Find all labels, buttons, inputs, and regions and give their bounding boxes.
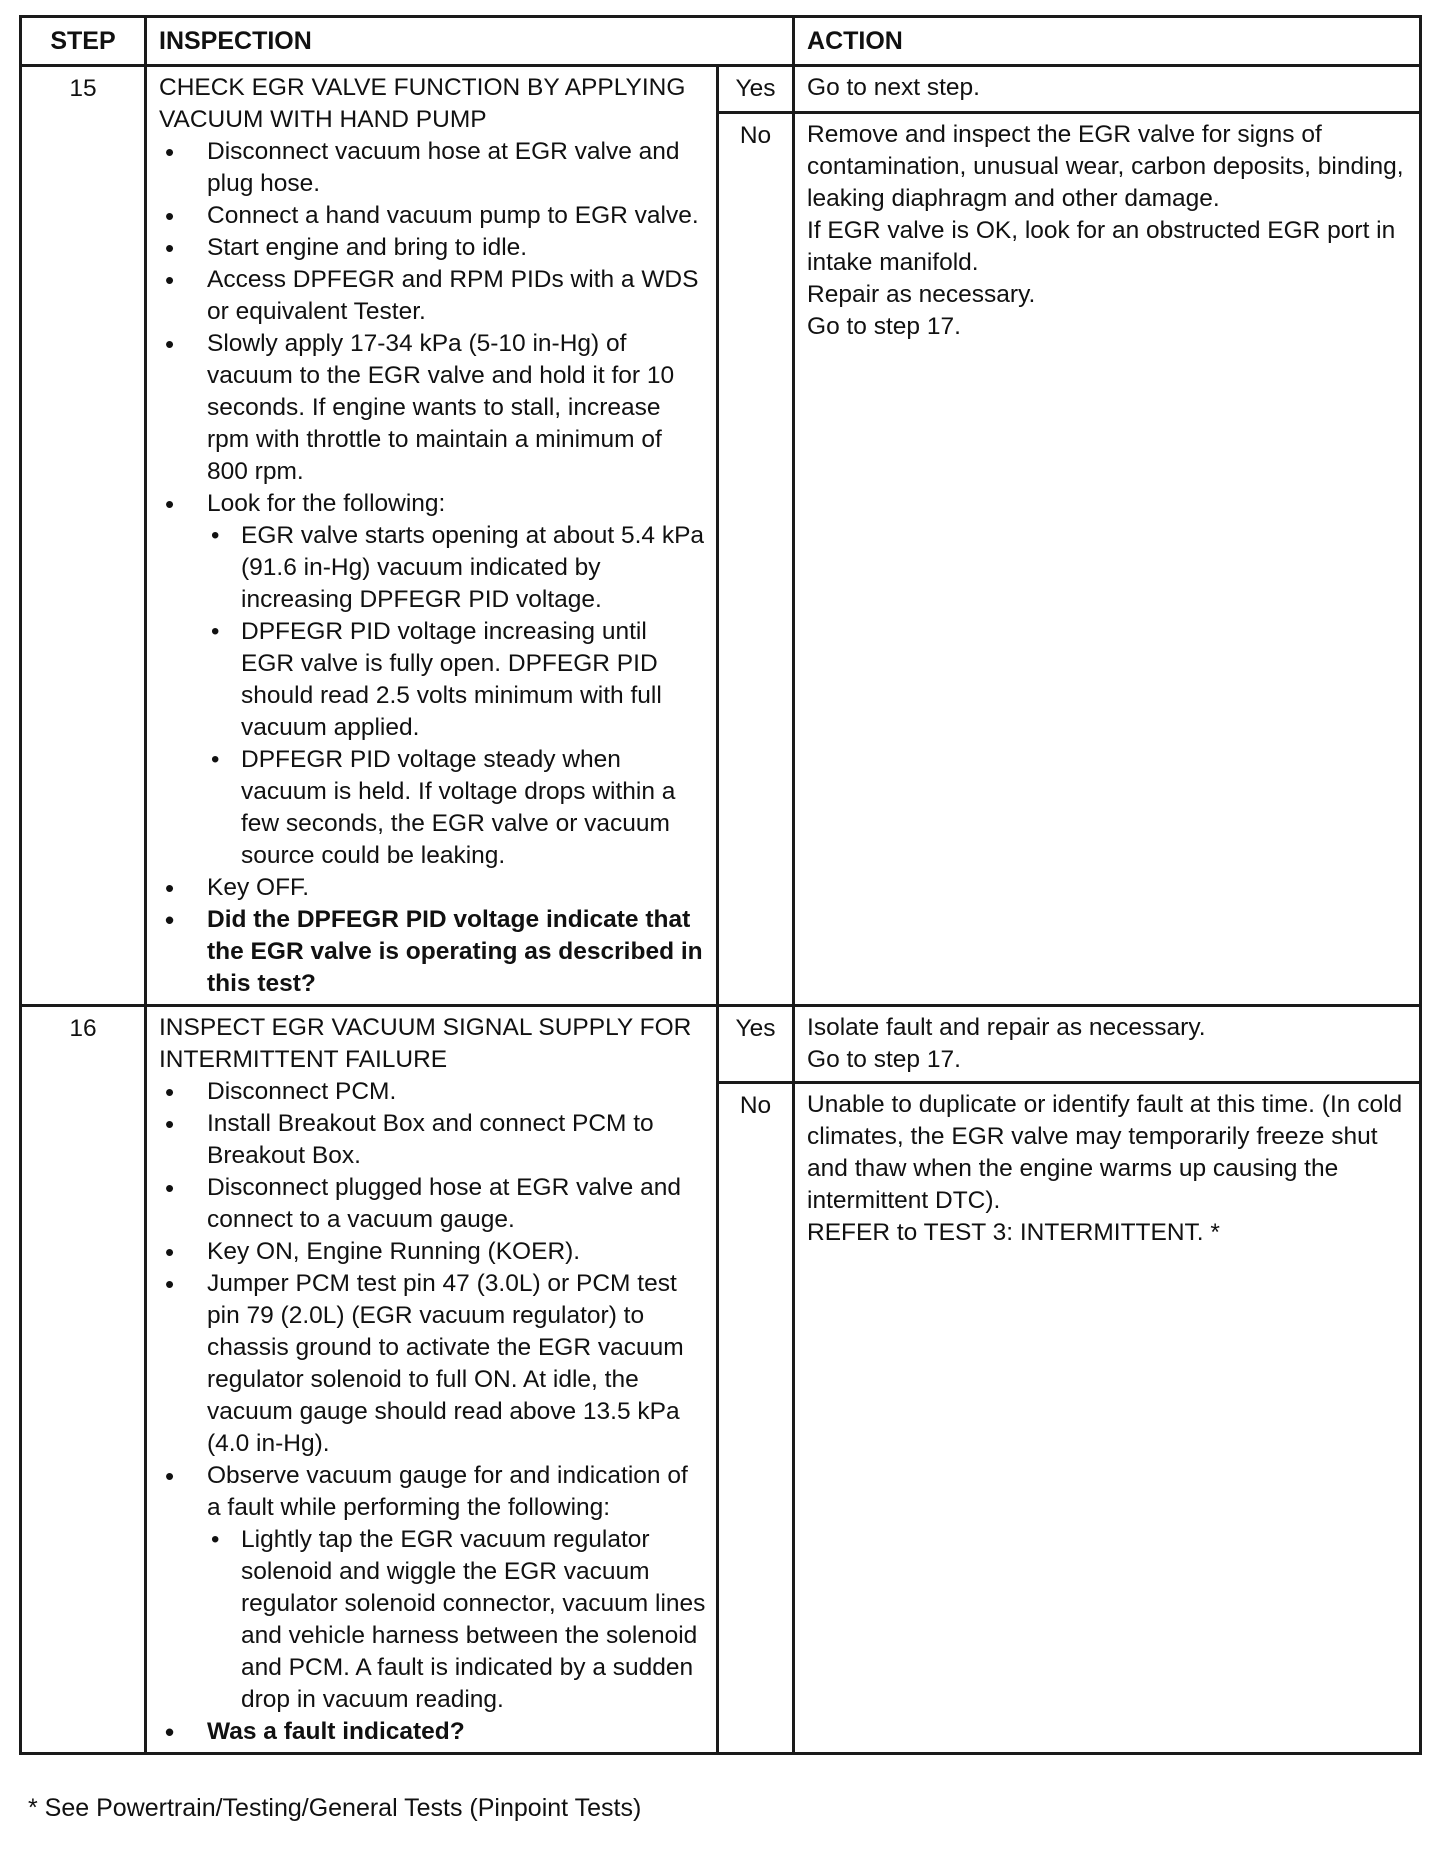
sub-list — [207, 1524, 706, 1716]
yes-action: Go to next step. — [794, 66, 1421, 113]
inspection-header: INSPECTION — [146, 17, 794, 66]
list-item — [159, 1460, 706, 1716]
sub-list-item: • EGR valve starts opening at about 5.4 kPa (91.6 in-Hg) vacuum indicated by increasing DPFEGR PID voltage. — [207, 520, 706, 616]
list-item-text: Observe vacuum gauge for and indication of a fault while performing the following: — [207, 1462, 688, 1521]
list-item: • Install Breakout Box and connect PCM to Breakout Box. — [159, 1108, 706, 1172]
yes-label: Yes — [718, 1006, 794, 1083]
sub-list-item: • Lightly tap the EGR vacuum regulator solenoid and wiggle the EGR vacuum regulator solenoid connector, vacuum lines and vehicle harness between the solenoid and PCM. A fault is indicated by a sudden drop in vacuum reading. — [207, 1524, 706, 1716]
no-action: Remove and inspect the EGR valve for signs of contamination, unusual wear, carbon deposits, binding, leaking diaphragm and other damage. If EGR valve is OK, look for an obstructed EGR port in intake manifold. Repair as necessary. Go to step 17. — [794, 113, 1421, 1006]
inspection-cell — [146, 1006, 718, 1754]
action-header: ACTION — [794, 17, 1421, 66]
list-item: • Start engine and bring to idle. — [159, 232, 706, 264]
yes-label: Yes — [718, 66, 794, 113]
step-question: • Did the DPFEGR PID voltage indicate that the EGR valve is operating as described in this test? — [159, 904, 706, 1000]
diagnostic-sheet — [19, 15, 1419, 1755]
sub-list-item: • DPFEGR PID voltage steady when vacuum is held. If voltage drops within a few seconds, the EGR valve or vacuum source could be leaking. — [207, 744, 706, 872]
step-question: • Was a fault indicated? — [159, 1716, 706, 1748]
step-16-yes-row — [21, 1006, 1421, 1083]
list-item: • Access DPFEGR and RPM PIDs with a WDS or equivalent Tester. — [159, 264, 706, 328]
step-number: 16 — [21, 1006, 146, 1754]
header-row — [21, 17, 1421, 66]
step-15-yes-row — [21, 66, 1421, 113]
list-item: • Slowly apply 17-34 kPa (5-10 in-Hg) of vacuum to the EGR valve and hold it for 10 seconds. If engine wants to stall, increase rpm with throttle to maintain a minimum of 800 rpm. — [159, 328, 706, 488]
inspection-list — [159, 136, 706, 1000]
yes-action: Isolate fault and repair as necessary. Go to step 17. — [794, 1006, 1421, 1083]
list-item: • Disconnect plugged hose at EGR valve and connect to a vacuum gauge. — [159, 1172, 706, 1236]
step-header: STEP — [21, 17, 146, 66]
step-number: 15 — [21, 66, 146, 1006]
list-item: • Connect a hand vacuum pump to EGR valve. — [159, 200, 706, 232]
list-item: • Disconnect vacuum hose at EGR valve and plug hose. — [159, 136, 706, 200]
sub-list — [207, 520, 706, 872]
list-item: • Jumper PCM test pin 47 (3.0L) or PCM test pin 79 (2.0L) (EGR vacuum regulator) to chassis ground to activate the EGR vacuum regulator solenoid to full ON. At idle, the vacuum gauge should read above 13.5 kPa (4.0 in-Hg). — [159, 1268, 706, 1460]
sub-list-item: • DPFEGR PID voltage increasing until EGR valve is fully open. DPFEGR PID should read 2.5 volts minimum with full vacuum applied. — [207, 616, 706, 744]
diagnostic-table — [19, 15, 1422, 1755]
inspection-list — [159, 1076, 706, 1748]
list-item: • Key ON, Engine Running (KOER). — [159, 1236, 706, 1268]
no-action: Unable to duplicate or identify fault at this time. (In cold climates, the EGR valve may temporarily freeze shut and thaw when the engine warms up causing the intermittent DTC). REFER to TEST 3: INTERMITTENT. * — [794, 1083, 1421, 1754]
list-item: • Disconnect PCM. — [159, 1076, 706, 1108]
footnote: * See Powertrain/Testing/General Tests (Pinpoint Tests) — [28, 1794, 642, 1822]
list-item: • Key OFF. — [159, 872, 706, 904]
no-label: No — [718, 113, 794, 1006]
step-title: INSPECT EGR VACUUM SIGNAL SUPPLY FOR INTERMITTENT FAILURE — [159, 1014, 692, 1073]
no-label: No — [718, 1083, 794, 1754]
step-title: CHECK EGR VALVE FUNCTION BY APPLYING VACUUM WITH HAND PUMP — [159, 74, 686, 133]
list-item — [159, 488, 706, 872]
list-item-text: Look for the following: — [207, 490, 446, 517]
inspection-cell — [146, 66, 718, 1006]
